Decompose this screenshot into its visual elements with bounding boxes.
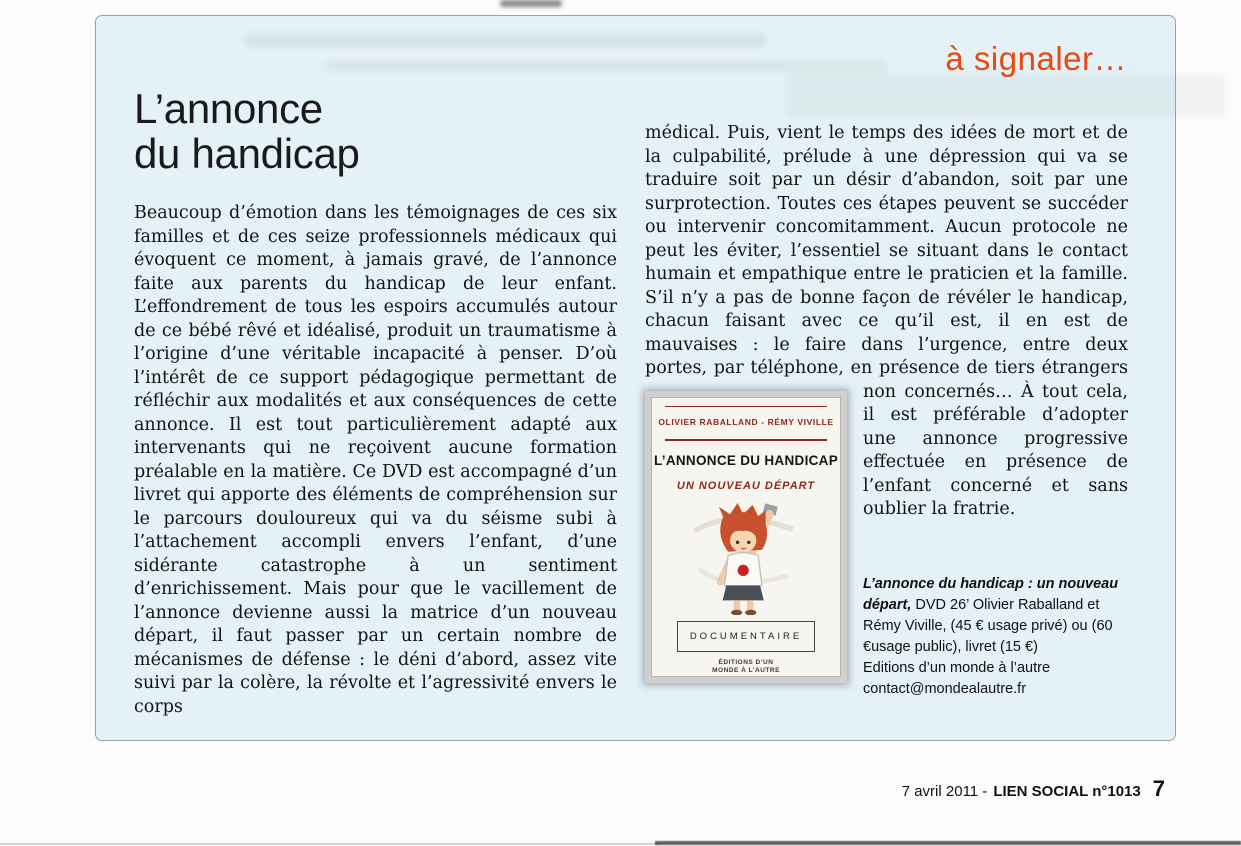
- section-label: à signaler…: [945, 40, 1127, 77]
- page-footer: [902, 776, 1165, 802]
- footer-page-number: 7: [1152, 776, 1165, 801]
- dvd-caption-details: DVD 26’ Olivier Raballand et Rémy Viville, (45 € usage privé) ou (60 €usage public), livret (15 €): [863, 596, 1113, 655]
- dvd-authors: OLIVIER RABALLAND - RÉMY VIVILLE: [658, 417, 834, 428]
- article-text-left: Beaucoup d’émotion dans les témoignages de ces six familles et de ces seize professionnels médicaux qui évoquent ce moment, à jamais gravé, de l’annonce faite aux parents du handicap de leur enfant. L’effondrement de tous les espoirs accumulés autour de ce bébé rêvé et idéalisé, produit un traumatisme à l’origine d’une véritable incapacité à penser. D’où l’intérêt de ce support pédagogique permettant de réfléchir aux modalités et aux conséquences de cette annonce. Il est tout particulièrement adapté aux intervenants qui ne reçoivent aucune formation préalable en la matière. Ce DVD est accompagné d’un livret qui apporte des éléments de compréhension sur le parcours douloureux qui va du séisme subi à l’attachement accompli envers l’enfant, d’une sidérante catastrophe à un sentiment d’enrichissement. Mais pour que le vacillement de l’annonce devienne aussi la matrice d’un nouveau départ, il faut passer par un certain nombre de mécanismes de défense : le déni d’abord, assez vite suivi par la colère, la révolte et l’agressivité envers le corps: [134, 203, 617, 717]
- scan-smudge-artifact: [500, 0, 562, 7]
- dvd-caption-title: L’annonce du handicap : un nouveau départ,: [863, 575, 1119, 613]
- scan-edge-artifact: [655, 841, 1241, 845]
- dvd-rule-bottom: [665, 439, 827, 441]
- dvd-caption-contact: contact@mondealautre.fr: [863, 680, 1027, 697]
- scan-bleed-artifact: [246, 34, 766, 47]
- article-title-line2: du handicap: [134, 130, 360, 177]
- dvd-rule-top: [665, 406, 827, 408]
- dvd-publisher-mark: ÉDITIONS D’UN MONDE À L’AUTRE: [712, 658, 780, 675]
- footer-magazine-name: LIEN SOCIAL n°1013: [993, 783, 1141, 800]
- right-column: [645, 86, 1128, 719]
- article-title: [134, 86, 617, 176]
- scan-bleed-artifact: [326, 60, 886, 72]
- article-text-right-before: médical. Puis, vient le temps des idées de mort et de la culpabilité, prélude à une dépression qui va se traduire soit par un désir d’abandon, soit par une surprotection. Toutes ces étapes peuvent se succéder ou intervenir concomitamment. Aucun protocole ne peut les éviter, l’essentiel se situant dans le contact humain et empathique entre le praticien et la famille. S’il n’y a pas de bonne façon de révéler le handicap, chacun faisant avec ce qu’il est, il en est de mauvaises : le faire dans l’urgence, entre deux portes, par téléphone, en présence de tiers étrangers non concernés… À tout: [645, 123, 1128, 402]
- dvd-cover-card: [651, 397, 841, 677]
- dvd-genre-label: DOCUMENTAIRE: [677, 621, 815, 652]
- article-box: [95, 15, 1176, 741]
- dvd-subtitle: UN NOUVEAU DÉPART: [676, 480, 816, 493]
- left-column: [134, 86, 617, 719]
- scan-edge-artifact: [0, 843, 660, 845]
- article-text-right-after: cela, il est préférable d’adopter une annonce progressive effectuée en présence de l’enfant concerné et sans oublier la fratrie.: [863, 381, 1128, 519]
- footer-date: 7 avril 2011 -: [901, 783, 988, 800]
- article-title-line1: L’annonce: [134, 85, 323, 132]
- dvd-illustration: [671, 503, 821, 615]
- article-columns: [134, 86, 1128, 719]
- dvd-cover: [645, 391, 847, 683]
- dvd-title: L’ANNONCE DU HANDICAP: [653, 452, 839, 468]
- dvd-caption-publisher: Editions d’un monde à l’autre: [863, 659, 1051, 676]
